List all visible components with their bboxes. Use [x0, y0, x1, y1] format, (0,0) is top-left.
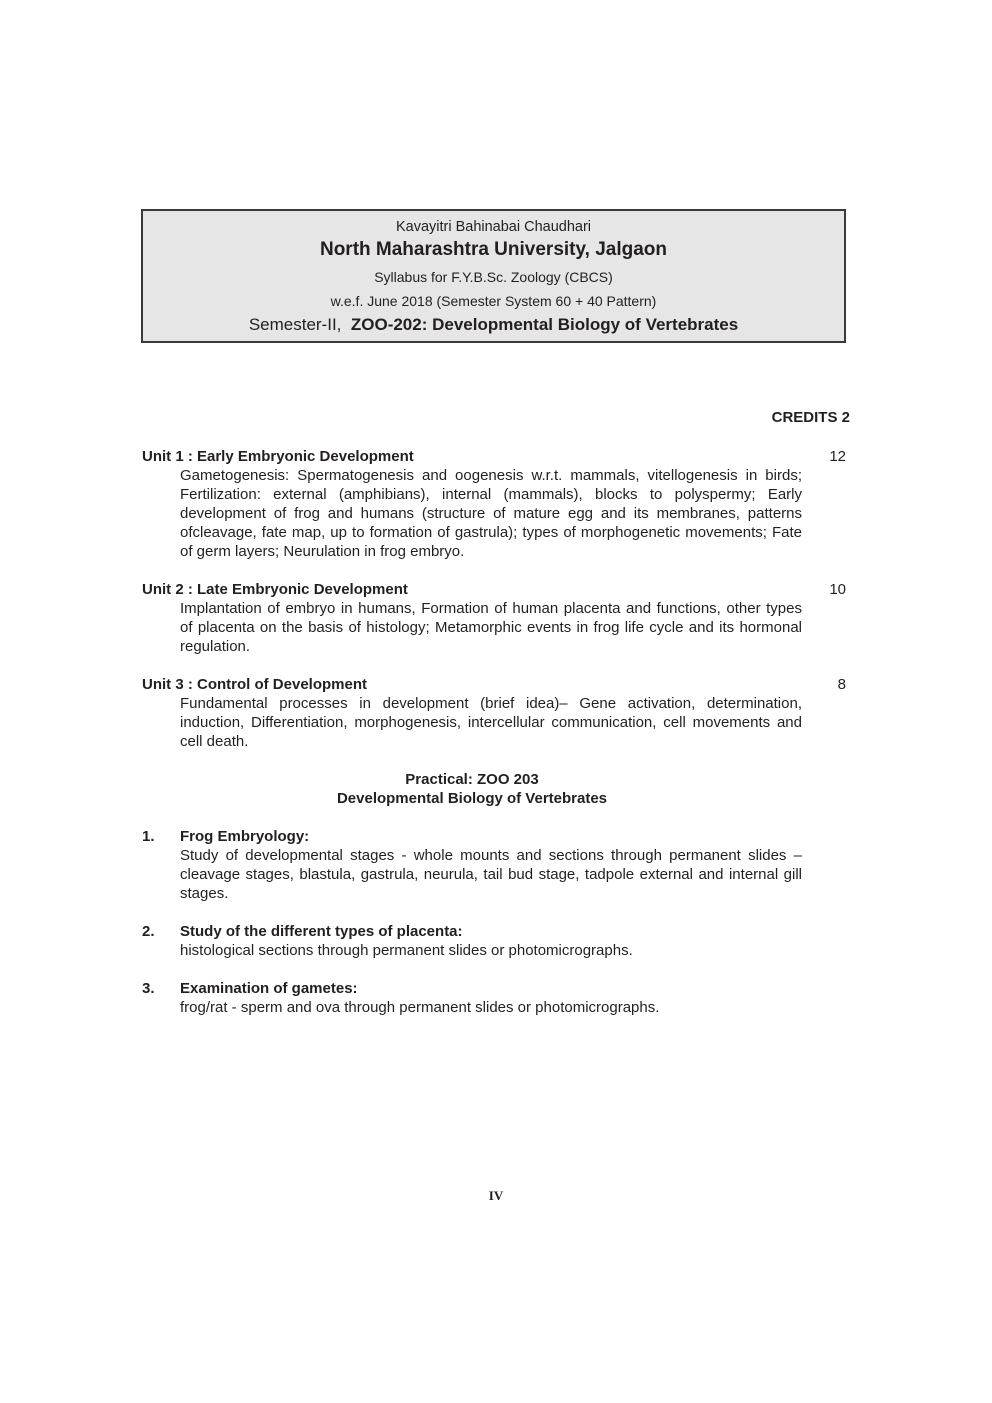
- unit-hours: 12: [829, 448, 846, 465]
- practical-item-2: [142, 922, 850, 960]
- item-description: histological sections through permanent slides or photomicrographs.: [180, 942, 633, 959]
- item-title: Frog Embryology:: [180, 828, 310, 845]
- item-title: Examination of gametes:: [180, 980, 358, 997]
- unit-title: Unit 1 : Early Embryonic Development: [142, 448, 414, 465]
- unit-hours: 8: [837, 676, 846, 693]
- course-title: [143, 315, 844, 335]
- unit-3: [142, 675, 850, 751]
- item-number: 1.: [142, 828, 155, 845]
- unit-description: Gametogenesis: Spermatogenesis and oogenesis w.r.t. mammals, vitellogenesis in birds; Fertilization: external (amphibians), internal (mammals), blocks to polyspermy; Early development of frog and humans (structure of mature egg and its membranes, patterns ofcleavage, fate map, up to formation of gastrula); types of morphogenetic movements; Fate of germ layers; Neurulation in frog embryo.: [180, 467, 802, 560]
- effective-date: w.e.f. June 2018 (Semester System 60 + 40 Pattern): [330, 293, 657, 309]
- practical-item-1: [142, 827, 850, 903]
- credits-label: CREDITS 2: [771, 409, 850, 426]
- unit-title: Unit 2 : Late Embryonic Development: [142, 581, 408, 598]
- institution-name: Kavayitri Bahinabai Chaudhari: [395, 219, 592, 235]
- page-number: IV: [488, 1188, 504, 1203]
- header-box: [141, 209, 846, 343]
- unit-1: [142, 447, 850, 561]
- unit-title: Unit 3 : Control of Development: [142, 676, 367, 693]
- practical-subheading: Developmental Biology of Vertebrates: [336, 790, 608, 807]
- item-title: Study of the different types of placenta:: [180, 923, 463, 940]
- unit-hours: 10: [829, 581, 846, 598]
- university-name: North Maharashtra University, Jalgaon: [319, 239, 668, 260]
- course-name: ZOO-202: Developmental Biology of Vertebrates: [350, 315, 739, 334]
- semester-label: Semester-II,: [248, 315, 342, 334]
- syllabus-title: Syllabus for F.Y.B.Sc. Zoology (CBCS): [374, 269, 613, 285]
- item-number: 2.: [142, 923, 155, 940]
- practical-item-3: [142, 979, 850, 1017]
- item-description: frog/rat - sperm and ova through permanent slides or photomicrographs.: [180, 999, 660, 1016]
- item-number: 3.: [142, 980, 155, 997]
- unit-description: Fundamental processes in development (brief idea)– Gene activation, determination, induction, Differentiation, morphogenesis, intercellular communication, cell movements and cell death.: [180, 695, 802, 750]
- practical-heading: Practical: ZOO 203: [405, 771, 539, 788]
- unit-description: Implantation of embryo in humans, Formation of human placenta and functions, other types of placenta on the basis of histology; Metamorphic events in frog life cycle and its hormonal regulation.: [180, 600, 802, 655]
- unit-2: [142, 580, 850, 656]
- item-description: Study of developmental stages - whole mounts and sections through permanent slides – cleavage stages, blastula, gastrula, neurula, tail bud stage, tadpole external and internal gill stages.: [180, 847, 802, 902]
